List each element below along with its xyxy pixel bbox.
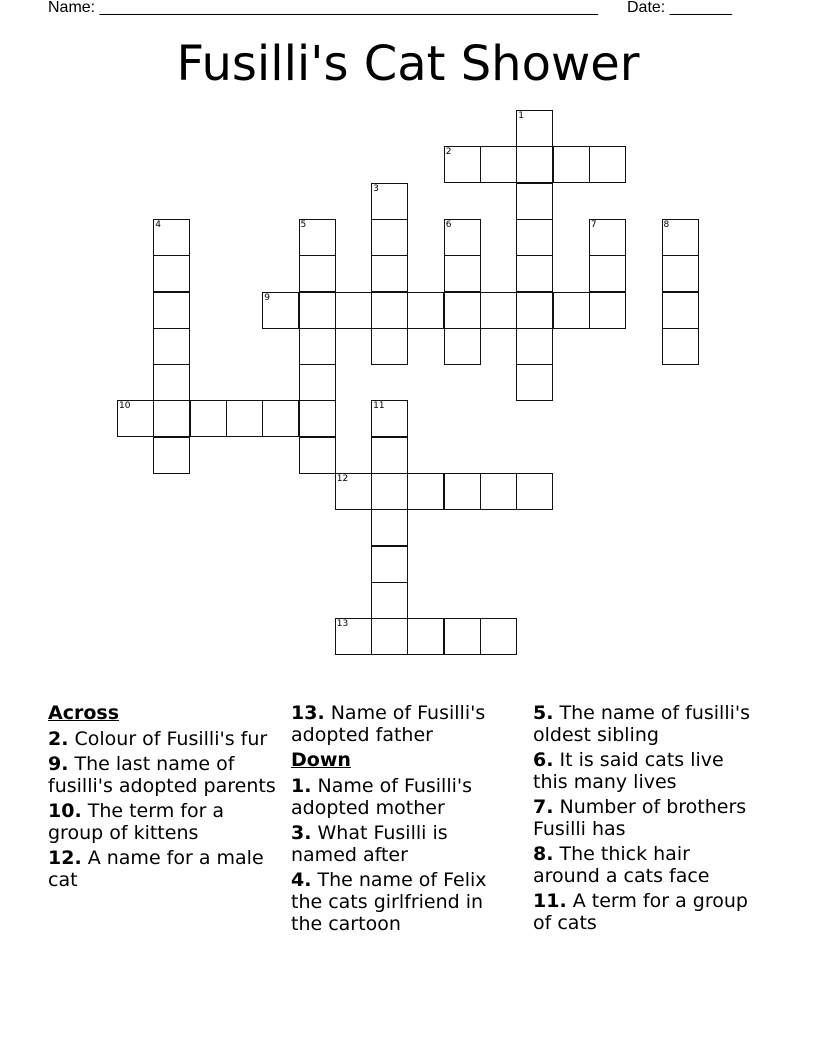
clue-number: 9.: [48, 753, 69, 775]
cell-number: 13: [336, 619, 349, 630]
crossword-cell[interactable]: [589, 255, 626, 292]
name-field-label: Name: ________________________________________________________: [48, 0, 598, 16]
cell-number: 9: [264, 292, 270, 303]
crossword-cell[interactable]: [444, 328, 481, 365]
clue-text: Colour of Fusilli's fur: [68, 728, 268, 750]
clue-number: 2.: [48, 728, 69, 750]
down-clue-11: [533, 890, 761, 934]
crossword-cell[interactable]: [299, 364, 336, 401]
crossword-cell[interactable]: [299, 255, 336, 292]
across-clue-2: [48, 728, 276, 750]
crossword-cell[interactable]: [335, 473, 372, 510]
clue-text: Number of brothers Fusilli has: [533, 796, 747, 840]
crossword-cell[interactable]: [407, 473, 444, 510]
clue-number: 8.: [533, 843, 554, 865]
clue-number: 13.: [291, 702, 325, 724]
clue-column-3: [533, 702, 761, 937]
crossword-cell[interactable]: [262, 292, 299, 329]
clue-number: 6.: [533, 749, 554, 771]
cell-number: 10: [119, 401, 131, 412]
crossword-cell[interactable]: [371, 437, 408, 474]
date-field-label: Date: _______: [627, 0, 732, 16]
crossword-cell[interactable]: [371, 618, 408, 655]
crossword-cell[interactable]: [444, 292, 481, 329]
down-clue-8: [533, 843, 761, 887]
clue-text: Name of Fusilli's adopted mother: [291, 775, 473, 819]
puzzle-title: Fusilli's Cat Shower: [176, 36, 640, 92]
clue-text: It is said cats live this many lives: [533, 749, 724, 793]
crossword-cell[interactable]: [444, 618, 481, 655]
clue-column-2: [291, 702, 519, 938]
clue-number: 4.: [291, 869, 312, 891]
across-clue-9: [48, 753, 276, 797]
crossword-cell[interactable]: [516, 473, 553, 510]
across-clue-12: [48, 847, 276, 891]
crossword-cell[interactable]: [153, 292, 190, 329]
crossword-cell[interactable]: [299, 437, 336, 474]
cell-number: 4: [155, 219, 162, 230]
crossword-cell[interactable]: [371, 546, 408, 583]
crossword-cell[interactable]: [516, 183, 553, 220]
across-clue-10: [48, 800, 276, 844]
down-clue-1: [291, 775, 519, 819]
cell-number: 6: [445, 219, 452, 230]
clue-text: The last name of fusilli's adopted parents: [48, 753, 276, 797]
clue-number: 1.: [291, 775, 312, 797]
crossword-cell[interactable]: [662, 255, 699, 292]
crossword-cell[interactable]: [153, 219, 190, 256]
cell-number: 8: [663, 219, 670, 230]
crossword-cell[interactable]: [589, 292, 626, 329]
down-clue-6: [533, 749, 761, 793]
crossword-cell[interactable]: [553, 292, 590, 329]
crossword-cell[interactable]: [516, 328, 553, 365]
across-clue-13: [291, 702, 519, 746]
crossword-cell[interactable]: [153, 400, 190, 437]
crossword-cell[interactable]: [589, 219, 626, 256]
crossword-cell[interactable]: [371, 255, 408, 292]
clue-text: A name for a male cat: [48, 847, 264, 891]
crossword-cell[interactable]: [407, 618, 444, 655]
crossword-cell[interactable]: [553, 146, 590, 183]
down-clue-3: [291, 822, 519, 866]
clue-text: The term for a group of kittens: [48, 800, 225, 844]
crossword-cell[interactable]: [480, 618, 517, 655]
crossword-cell[interactable]: [371, 400, 408, 437]
crossword-cell[interactable]: [662, 219, 699, 256]
crossword-cell[interactable]: [153, 437, 190, 474]
crossword-cell[interactable]: [516, 255, 553, 292]
crossword-cell[interactable]: [444, 146, 481, 183]
clue-number: 10.: [48, 800, 82, 822]
clue-number: 3.: [291, 822, 312, 844]
crossword-cell[interactable]: [371, 292, 408, 329]
crossword-cell[interactable]: [299, 328, 336, 365]
clue-number: 5.: [533, 702, 554, 724]
crossword-cell[interactable]: [371, 183, 408, 220]
crossword-cell[interactable]: [153, 328, 190, 365]
cell-number: 12: [336, 474, 349, 484]
clue-text: The thick hair around a cats face: [533, 843, 710, 887]
clue-number: 12.: [48, 847, 82, 869]
crossword-cell[interactable]: [407, 292, 444, 329]
cell-number: 5: [300, 219, 307, 230]
clue-text: The name of Felix the cats girlfriend in the cartoon: [291, 869, 487, 935]
crossword-cell[interactable]: [480, 292, 517, 329]
crossword-cell[interactable]: [444, 219, 481, 256]
cell-number: 3: [373, 183, 379, 194]
clue-column-1: [48, 702, 276, 894]
down-clue-4: [291, 869, 519, 935]
crossword-cell[interactable]: [335, 618, 372, 655]
crossword-cell[interactable]: [371, 328, 408, 365]
clue-text: What Fusilli is named after: [291, 822, 448, 866]
clue-text: Name of Fusilli's adopted father: [291, 702, 486, 746]
crossword-cell[interactable]: [335, 292, 372, 329]
crossword-cell[interactable]: [589, 146, 626, 183]
crossword-cell[interactable]: [444, 473, 481, 510]
crossword-cell[interactable]: [153, 255, 190, 292]
clue-number: 7.: [533, 796, 554, 818]
down-clue-5: [533, 702, 761, 746]
crossword-cell[interactable]: [117, 400, 154, 437]
crossword-cell[interactable]: [516, 292, 553, 329]
crossword-cell[interactable]: [299, 292, 336, 329]
crossword-cell[interactable]: [371, 582, 408, 619]
crossword-cell[interactable]: [371, 509, 408, 546]
crossword-cell[interactable]: [516, 146, 553, 183]
crossword-cell[interactable]: [190, 400, 227, 437]
down-heading: Down: [291, 749, 351, 771]
crossword-cell[interactable]: [516, 219, 553, 256]
cell-number: 11: [373, 401, 385, 412]
clue-text: A term for a group of cats: [533, 890, 748, 934]
clue-text: The name of fusilli's oldest sibling: [533, 702, 751, 746]
crossword-cell[interactable]: [262, 400, 299, 437]
crossword-cell[interactable]: [153, 364, 190, 401]
crossword-cell[interactable]: [371, 219, 408, 256]
crossword-cell[interactable]: [480, 146, 517, 183]
across-heading: Across: [48, 702, 120, 724]
cell-number: 7: [590, 219, 597, 230]
worksheet-header: [48, 0, 748, 20]
crossword-cell[interactable]: [371, 473, 408, 510]
crossword-cell[interactable]: [299, 219, 336, 256]
crossword-cell[interactable]: [299, 400, 336, 437]
crossword-cell[interactable]: [226, 400, 263, 437]
crossword-cell[interactable]: [662, 328, 699, 365]
crossword-cell[interactable]: [480, 473, 517, 510]
cell-number: 1: [518, 111, 525, 121]
clue-number: 11.: [533, 890, 567, 912]
crossword-cell[interactable]: [662, 292, 699, 329]
crossword-cell[interactable]: [516, 364, 553, 401]
crossword-cell[interactable]: [516, 110, 553, 147]
crossword-cell[interactable]: [444, 255, 481, 292]
cell-number: 2: [445, 147, 452, 158]
down-clue-7: [533, 796, 761, 840]
